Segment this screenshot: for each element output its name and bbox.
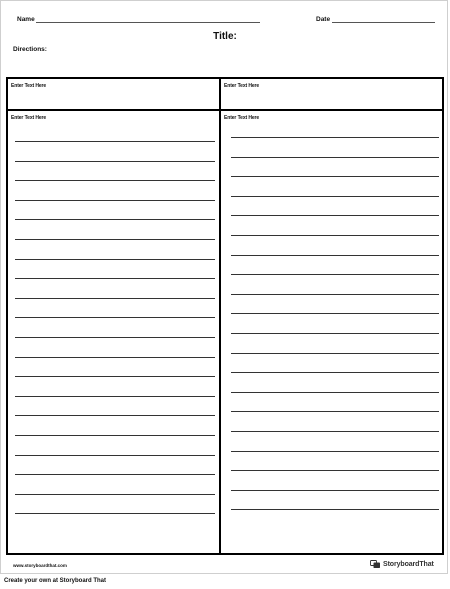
top-right-cell[interactable] — [221, 79, 442, 109]
ruled-line — [231, 157, 439, 158]
row-divider — [8, 109, 442, 111]
top-right-cell-label: Enter Text Here — [224, 83, 260, 89]
ruled-line — [231, 490, 439, 491]
ruled-line — [231, 333, 439, 334]
bottom-left-cell-label: Enter Text Here — [11, 115, 47, 121]
ruled-line — [15, 494, 215, 495]
ruled-line — [15, 513, 215, 514]
directions-label: Directions: — [13, 46, 47, 53]
ruled-line — [231, 274, 439, 275]
ruled-line — [231, 313, 439, 314]
ruled-line — [231, 470, 439, 471]
ruled-line — [231, 392, 439, 393]
ruled-line — [15, 298, 215, 299]
ruled-line — [15, 278, 215, 279]
ruled-line — [15, 415, 215, 416]
bottom-right-cell-label: Enter Text Here — [224, 115, 260, 121]
name-field-line[interactable] — [36, 22, 260, 23]
ruled-line — [231, 255, 439, 256]
ruled-line — [231, 137, 439, 138]
two-column-grid — [6, 77, 444, 555]
create-caption: Create your own at Storyboard That — [4, 578, 107, 584]
ruled-line — [15, 317, 215, 318]
date-label: Date — [316, 16, 331, 23]
bottom-left-cell[interactable] — [8, 111, 219, 553]
ruled-line — [231, 176, 439, 177]
brand-name: StoryboardThat — [383, 560, 434, 568]
ruled-line — [15, 396, 215, 397]
ruled-line — [231, 196, 439, 197]
page-title: Title: — [213, 31, 237, 42]
ruled-line — [231, 215, 439, 216]
ruled-line — [231, 451, 439, 452]
ruled-line — [15, 259, 215, 260]
top-left-cell[interactable] — [8, 79, 219, 109]
ruled-line — [15, 474, 215, 475]
ruled-line — [231, 294, 439, 295]
ruled-line — [15, 141, 215, 142]
top-left-cell-label: Enter Text Here — [11, 83, 47, 89]
ruled-line — [15, 180, 215, 181]
ruled-line — [231, 411, 439, 412]
ruled-line — [15, 200, 215, 201]
column-divider — [219, 79, 221, 553]
ruled-line — [15, 337, 215, 338]
storyboard-logo-icon — [370, 560, 381, 569]
name-label: Name — [17, 16, 35, 23]
ruled-line — [231, 509, 439, 510]
ruled-line — [15, 239, 215, 240]
ruled-line — [231, 372, 439, 373]
ruled-line — [15, 376, 215, 377]
ruled-line — [15, 161, 215, 162]
brand-logo — [370, 558, 434, 570]
bottom-right-cell[interactable] — [221, 111, 442, 553]
ruled-line — [231, 353, 439, 354]
footer-url: www.storyboardthat.com — [13, 563, 67, 568]
date-field-line[interactable] — [332, 22, 435, 23]
ruled-line — [231, 235, 439, 236]
ruled-line — [231, 431, 439, 432]
ruled-line — [15, 435, 215, 436]
ruled-line — [15, 357, 215, 358]
ruled-line — [15, 455, 215, 456]
ruled-line — [15, 219, 215, 220]
